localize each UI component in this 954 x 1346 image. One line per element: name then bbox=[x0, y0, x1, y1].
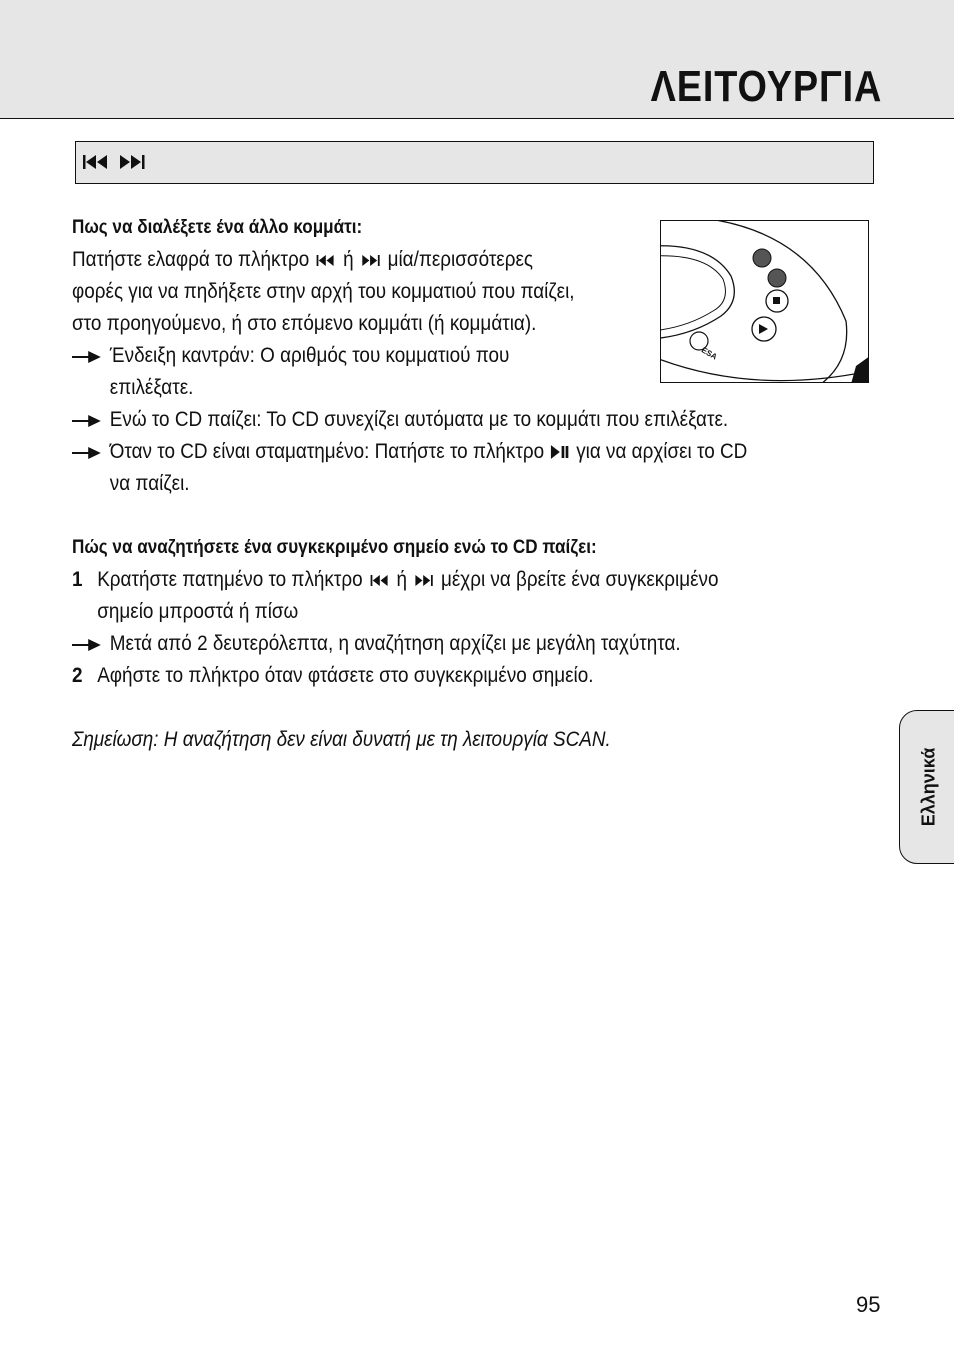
result-item bbox=[72, 436, 864, 500]
section1-intro-part2: μία/περισσότερες bbox=[387, 248, 533, 271]
result3-line2: να παίζει. bbox=[109, 472, 190, 495]
section2-result: Μετά από 2 δευτερόλεπτα, η αναζήτηση αρχίζει με μεγάλη ταχύτητα. bbox=[109, 632, 681, 655]
previous-track-icon bbox=[370, 574, 390, 587]
result-item bbox=[72, 404, 864, 436]
result2: Ενώ το CD παίζει: Το CD συνεχίζει αυτόματα με το κομμάτι που επιλέξατε. bbox=[109, 408, 729, 431]
result3-part2: για να αρχίσει το CD bbox=[576, 440, 748, 463]
note: Σημείωση: Η αναζήτηση δεν είναι δυνατή με τη λειτουργία SCAN. bbox=[72, 728, 611, 751]
section1-intro-part1: Πατήστε ελαφρά το πλήκτρο bbox=[72, 248, 310, 271]
step-item bbox=[72, 660, 864, 692]
step1-or: ή bbox=[396, 568, 408, 591]
section1-line3: στο προηγούμενο, ή στο επόμενο κομμάτι (ή κομμάτια). bbox=[72, 312, 537, 335]
step2-text: Αφήστε το πλήκτρο όταν φτάσετε στο συγκεκριμένο σημείο. bbox=[97, 664, 594, 687]
header-band bbox=[0, 0, 954, 119]
result3-line1 bbox=[110, 436, 864, 468]
language-tab-label: Ελληνικά bbox=[918, 747, 939, 827]
arrow-icon bbox=[72, 447, 101, 459]
section2-heading: Πώς να αναζητήσετε ένα συγκεκριμένο σημείο ενώ το CD παίζει: bbox=[72, 537, 597, 558]
result-item bbox=[72, 340, 864, 404]
section1-heading: Πως να διαλέξετε ένα άλλο κομμάτι: bbox=[72, 217, 363, 238]
result1-line2: επιλέξατε. bbox=[109, 376, 194, 399]
previous-track-icon bbox=[82, 154, 110, 170]
step-number: 1 bbox=[72, 568, 83, 591]
language-tab bbox=[899, 710, 954, 864]
main-content bbox=[72, 212, 872, 756]
result-item bbox=[72, 628, 864, 660]
arrow-icon bbox=[72, 415, 101, 427]
arrow-icon bbox=[72, 639, 101, 651]
step1-part2: μέχρι να βρείτε ένα συγκεκριμένο bbox=[440, 568, 719, 591]
previous-track-icon bbox=[316, 254, 336, 267]
arrow-icon bbox=[72, 351, 101, 363]
section1-intro-or: ή bbox=[343, 248, 354, 271]
result3-part1: Όταν το CD είναι σταματημένο: Πατήστε το πλήκτρο bbox=[109, 440, 545, 463]
play-pause-icon bbox=[551, 445, 569, 459]
next-track-icon bbox=[414, 574, 434, 587]
step1-line2: σημείο μπροστά ή πίσω bbox=[97, 600, 299, 623]
page-number: 95 bbox=[856, 1292, 881, 1317]
step-number: 2 bbox=[72, 664, 83, 687]
next-track-icon bbox=[361, 254, 381, 267]
step-item bbox=[72, 564, 864, 628]
step1-part1: Κρατήστε πατημένο το πλήκτρο bbox=[97, 568, 363, 591]
esa-label: ESA bbox=[699, 345, 719, 362]
next-track-icon bbox=[118, 154, 146, 170]
page-title: ΛΕΙΤΟΥΡΓΙΑ bbox=[650, 62, 882, 111]
button-box bbox=[75, 141, 874, 184]
section1-intro bbox=[72, 244, 864, 276]
result1-line1: Ένδειξη καντράν: Ο αριθμός του κομματιού που bbox=[109, 344, 510, 367]
step1-line1 bbox=[97, 564, 864, 596]
section1-line2: φορές για να πηδήξετε στην αρχή του κομματιού που παίζει, bbox=[72, 280, 575, 303]
